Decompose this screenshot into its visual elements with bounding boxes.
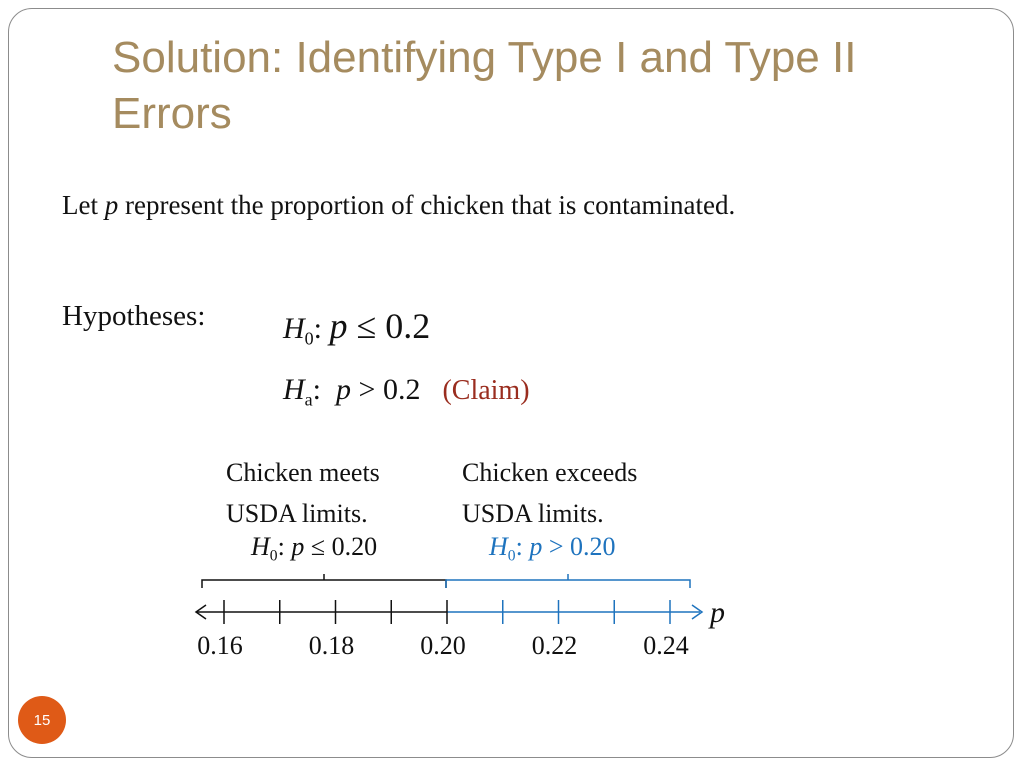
left-hyp-variable: p (291, 532, 305, 561)
tick-label: 0.22 (531, 631, 578, 660)
right-region-line2: USDA limits. (462, 499, 604, 528)
h0-operator: ≤ (347, 306, 386, 346)
left-hyp-colon: : (277, 532, 292, 561)
slide-number-badge: 15 (18, 696, 66, 744)
tick-label: 0.18 (308, 631, 355, 660)
number-line-variable: p (710, 596, 725, 629)
h0-colon: : (313, 312, 323, 345)
right-hyp-colon: : (515, 532, 530, 561)
h0-letter: H (283, 312, 305, 345)
right-hyp-value: 0.20 (569, 532, 616, 561)
left-hyp-operator: ≤ (304, 532, 332, 561)
ha-colon: : (312, 373, 322, 406)
number-line-tick-labels (197, 631, 689, 660)
ha-variable: p (336, 373, 352, 406)
left-region-line1: Chicken meets (226, 458, 380, 487)
claim-label: (Claim) (442, 375, 530, 406)
h0-value: 0.2 (385, 306, 431, 346)
tick-label: 0.24 (643, 631, 689, 660)
intro-pre: Let (62, 190, 105, 220)
tick-label: 0.20 (420, 631, 466, 660)
tick-label: 0.16 (197, 631, 243, 660)
h0-subscript: 0 (304, 328, 314, 349)
right-hyp-letter: H (489, 532, 508, 561)
left-hyp-subscript: 0 (269, 547, 278, 565)
left-hyp-value: 0.20 (331, 532, 378, 561)
slide-title: Solution: Identifying Type I and Type II Errors (112, 33, 857, 138)
ha-operator: > (351, 373, 383, 406)
left-hyp-letter: H (251, 532, 270, 561)
ha-value: 0.2 (382, 373, 421, 406)
right-region-brace (446, 574, 690, 588)
ha-subscript: a (304, 389, 313, 410)
ha-letter: H (283, 373, 305, 406)
intro-variable: p (104, 190, 119, 220)
right-hyp-variable: p (529, 532, 543, 561)
left-region-line2: USDA limits. (226, 499, 368, 528)
h0-variable: p (329, 306, 348, 346)
right-hyp-operator: > (542, 532, 570, 561)
right-region-line1: Chicken exceeds (462, 458, 638, 487)
left-region-brace (202, 574, 446, 588)
hypotheses-label: Hypotheses: (62, 300, 206, 332)
intro-post: represent the proportion of chicken that is contaminated. (118, 190, 736, 220)
right-hyp-subscript: 0 (507, 547, 516, 565)
